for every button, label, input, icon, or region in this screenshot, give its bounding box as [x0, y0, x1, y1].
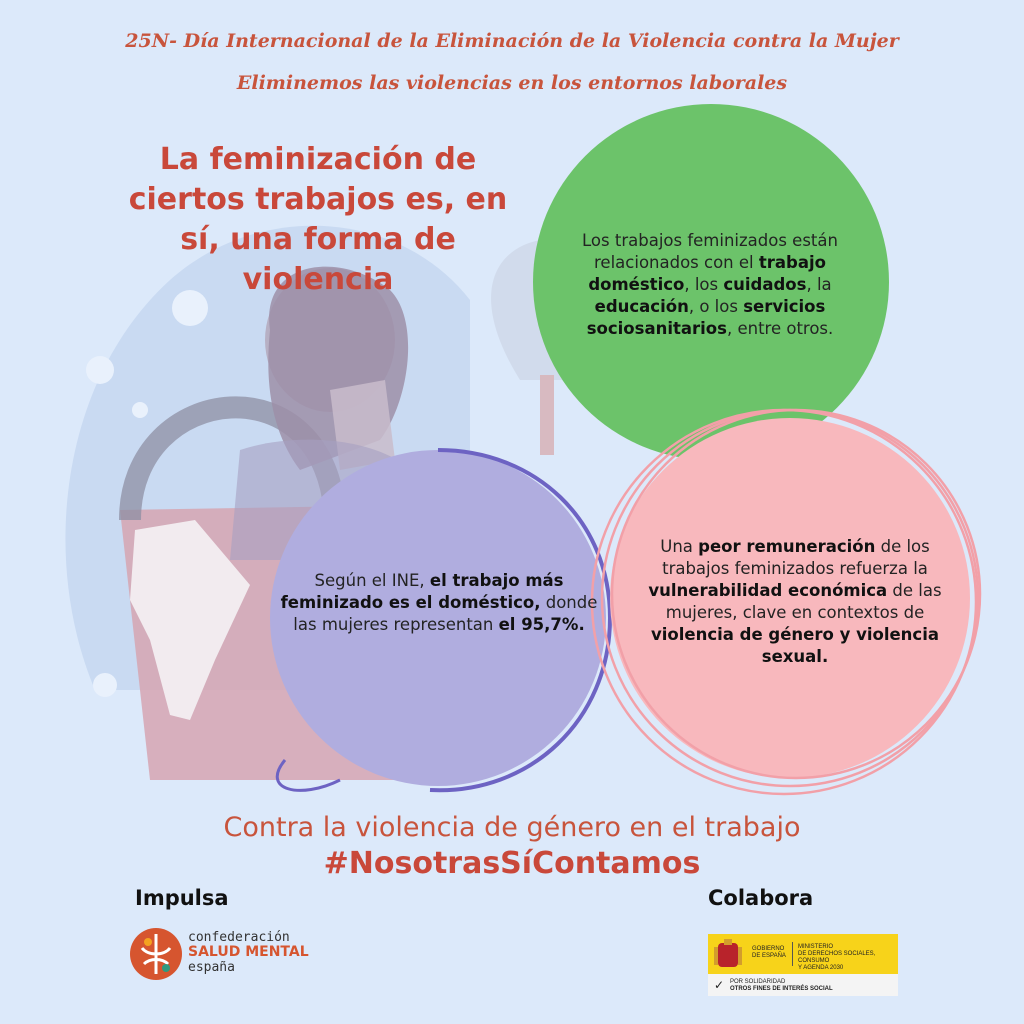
csm-logo	[128, 924, 328, 984]
csm-logo-icon	[128, 926, 184, 982]
green-circle-text: Los trabajos feminizados están relacionados con el trabajo doméstico, los cuidados, la educación, o los servicios sociosanitarios, entre otros.	[582, 231, 838, 338]
coat-of-arms-icon	[712, 937, 744, 971]
colabora-label: Colabora	[708, 886, 814, 910]
purple-circle-text: Según el INE, el trabajo más feminizado es el doméstico, donde las mujeres representan el 95,7%.	[280, 571, 598, 634]
subhead-line: violencia	[242, 262, 394, 297]
subhead	[118, 140, 518, 300]
slogan: Contra la violencia de género en el trabajo	[223, 812, 801, 843]
hashtag: #NosotrasSíContamos	[323, 846, 701, 881]
gov-divider	[792, 942, 793, 966]
header-line-1: 25N- Día Internacional de la Eliminación de la Violencia contra la Mujer	[125, 30, 899, 52]
pink-circle-text: Una peor remuneración de los trabajos feminizados refuerza la vulnerabilidad económica de las mujeres, clave en contextos de violencia de género y violencia sexual.	[648, 537, 942, 666]
gov-logo	[708, 934, 898, 996]
gov-name: GOBIERNO DE ESPAÑA	[752, 946, 786, 959]
subhead-line: sí, una forma de	[180, 222, 456, 257]
subhead-line: La feminización de	[159, 142, 477, 177]
subhead-line: ciertos trabajos es, en	[128, 182, 508, 217]
purple-brush-stroke	[277, 760, 340, 790]
ministry-name: MINISTERIO DE DERECHOS SOCIALES, CONSUMO Y AGENDA 2030	[798, 944, 876, 971]
impulsa-label: Impulsa	[135, 886, 229, 910]
checkmark-icon: ✓	[714, 978, 725, 992]
csm-logo-text: confederación SALUD MENTAL españa	[188, 930, 309, 975]
header-line-2: Eliminemos las violencias en los entornos laborales	[236, 72, 788, 94]
gov-logo-bottom-text: POR SOLIDARIDAD OTROS FINES DE INTERÉS SOCIAL	[730, 979, 833, 992]
